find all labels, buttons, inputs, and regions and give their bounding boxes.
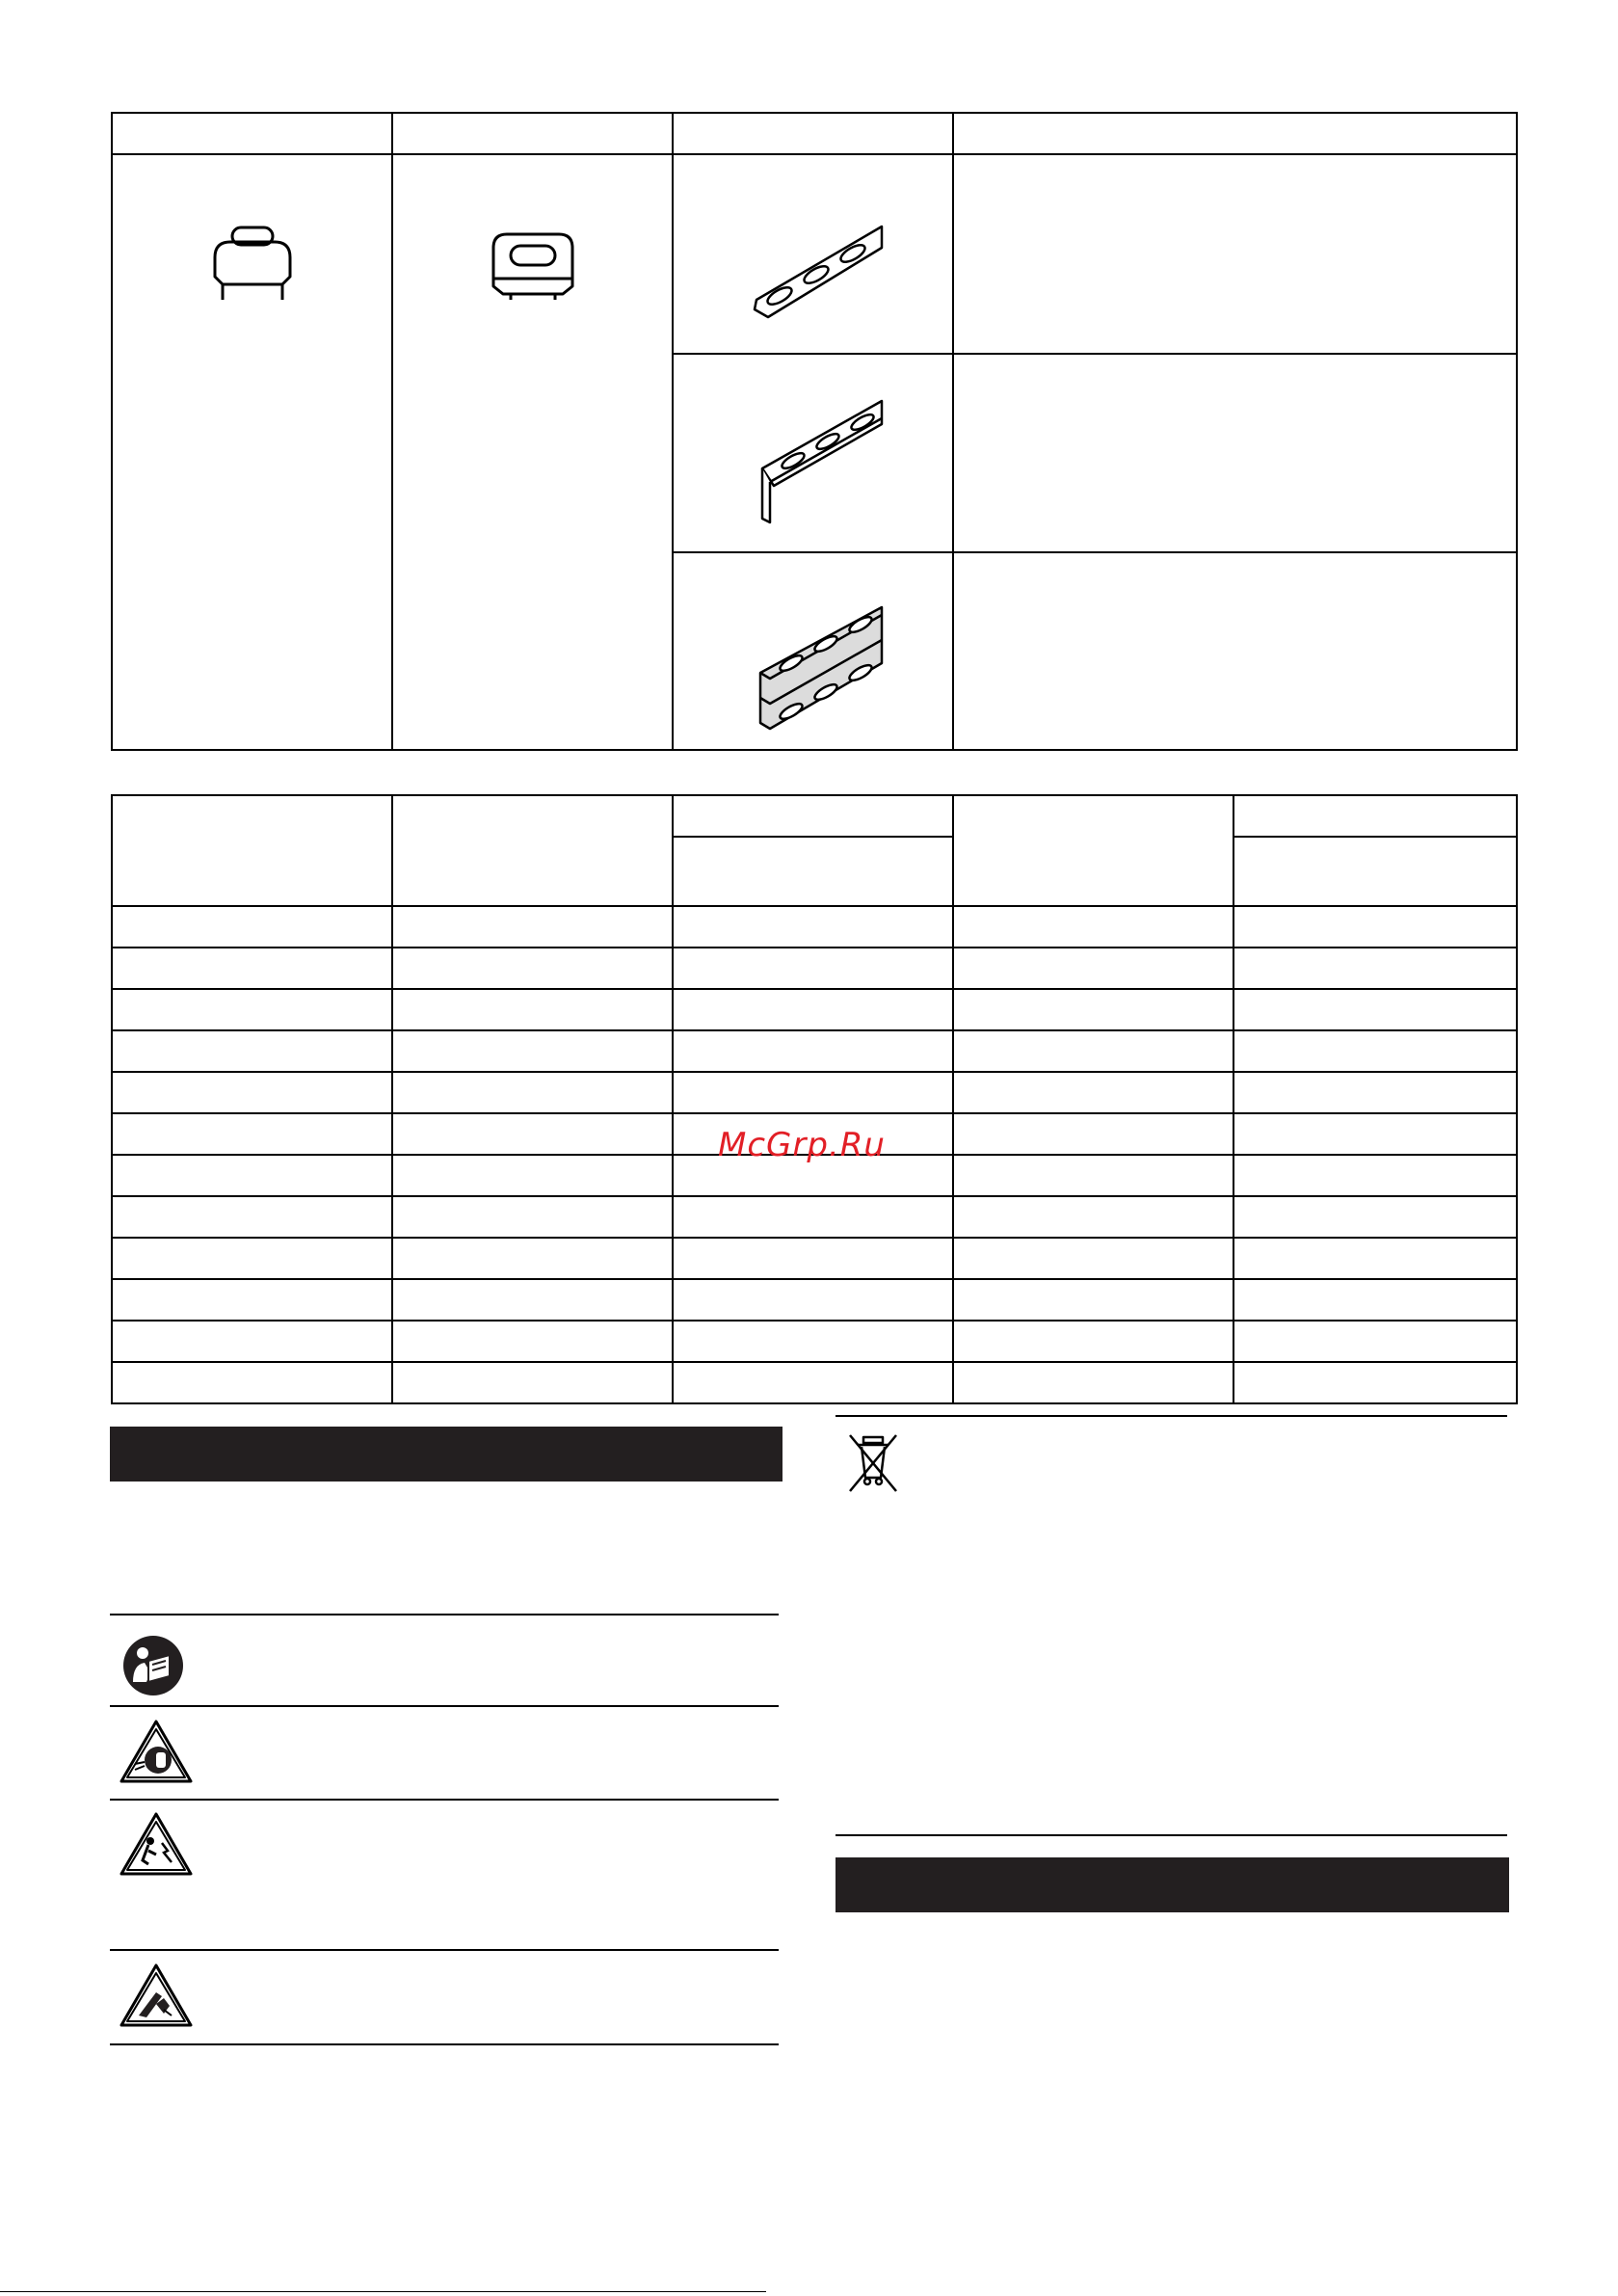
thin-nut-icon bbox=[113, 155, 393, 300]
header-cell-3 bbox=[673, 113, 953, 154]
channel-bar-cell bbox=[673, 552, 953, 750]
table-row bbox=[112, 1321, 1517, 1362]
section-header-bar-right bbox=[836, 1857, 1509, 1912]
specification-table bbox=[111, 794, 1518, 1404]
divider bbox=[110, 1705, 779, 1707]
spec-header-3 bbox=[673, 795, 953, 837]
table-row bbox=[112, 1072, 1517, 1113]
divider bbox=[110, 1614, 779, 1615]
divider bbox=[836, 1834, 1507, 1836]
table-row bbox=[112, 989, 1517, 1030]
footer-divider bbox=[0, 2291, 766, 2292]
section-header-bar-symbols bbox=[110, 1427, 782, 1482]
read-manual-icon bbox=[119, 1632, 187, 1704]
flat-bar-description bbox=[953, 154, 1517, 354]
table-row bbox=[112, 1030, 1517, 1072]
header-cell-1 bbox=[112, 113, 392, 154]
spec-subheader-3 bbox=[673, 837, 953, 906]
table-row bbox=[112, 1196, 1517, 1238]
table-row bbox=[112, 1279, 1517, 1321]
channel-bar-icon bbox=[674, 553, 954, 744]
divider bbox=[110, 1949, 779, 1951]
spec-subheader-5 bbox=[1233, 837, 1517, 906]
compatibility-table bbox=[111, 112, 1518, 751]
divider bbox=[110, 1799, 779, 1801]
channel-bar-description bbox=[953, 552, 1517, 750]
table-row bbox=[112, 1238, 1517, 1279]
thin-nut-cell bbox=[112, 154, 392, 750]
electric-shock-warning-icon bbox=[118, 1810, 195, 1882]
table-row bbox=[112, 1362, 1517, 1403]
angle-bar-description bbox=[953, 354, 1517, 552]
thick-nut-icon bbox=[393, 155, 674, 300]
eye-protection-icon bbox=[118, 1718, 195, 1790]
watermark: McGrp.Ru bbox=[718, 1126, 886, 1164]
spec-header-4 bbox=[953, 795, 1233, 906]
divider bbox=[836, 1415, 1507, 1417]
header-cell-2 bbox=[392, 113, 673, 154]
spec-header-5 bbox=[1233, 795, 1517, 837]
flat-bar-cell bbox=[673, 154, 953, 354]
divider bbox=[110, 2043, 779, 2045]
angle-bar-icon bbox=[674, 355, 954, 547]
flat-bar-icon bbox=[674, 155, 954, 348]
thick-nut-cell bbox=[392, 154, 673, 750]
table-row bbox=[112, 948, 1517, 989]
spec-header-2 bbox=[392, 795, 673, 906]
cut-hazard-warning-icon bbox=[118, 1962, 195, 2034]
angle-bar-cell bbox=[673, 354, 953, 552]
spec-header-1 bbox=[112, 795, 392, 906]
header-cell-4 bbox=[953, 113, 1517, 154]
crossed-out-bin-icon bbox=[844, 1431, 902, 1500]
table-row bbox=[112, 906, 1517, 948]
